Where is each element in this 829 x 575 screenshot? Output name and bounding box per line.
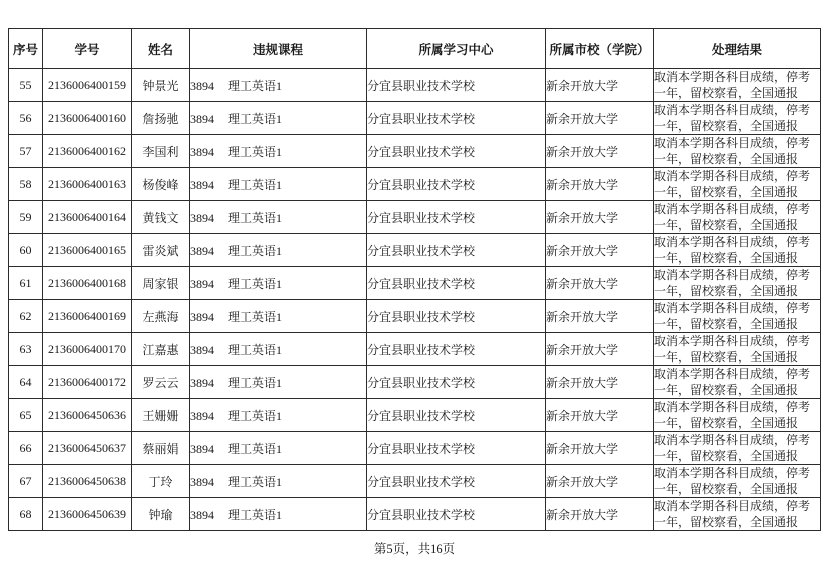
table-row [9, 69, 821, 102]
course-cell [190, 201, 367, 234]
course-cell [190, 300, 367, 333]
result-cell: 取消本学期各科目成绩，停考一年，留校察看，全国通报 [654, 201, 821, 234]
name-cell: 雷炎斌 [132, 234, 190, 267]
learning-center-cell: 分宜县职业技术学校 [367, 135, 546, 168]
course-name: 理工英语1 [228, 78, 283, 93]
course-name: 理工英语1 [228, 210, 283, 225]
seq-cell: 55 [9, 69, 43, 102]
table-row [9, 366, 821, 399]
result-cell: 取消本学期各科目成绩，停考一年，留校察看，全国通报 [654, 300, 821, 333]
course-code: 3894 [190, 474, 214, 489]
course-code: 3894 [190, 177, 214, 192]
course-cell [190, 399, 367, 432]
learning-center-cell: 分宜县职业技术学校 [367, 69, 546, 102]
name-cell: 钟瑜 [132, 498, 190, 531]
col-header-learning-center: 所属学习中心 [367, 29, 546, 69]
course-name: 理工英语1 [228, 111, 283, 126]
course-name: 理工英语1 [228, 375, 283, 390]
name-cell: 李国利 [132, 135, 190, 168]
violation-records-table [8, 28, 821, 531]
result-cell: 取消本学期各科目成绩，停考一年，留校察看，全国通报 [654, 267, 821, 300]
seq-cell: 67 [9, 465, 43, 498]
course-code: 3894 [190, 276, 214, 291]
student-id-cell: 2136006450637 [43, 432, 132, 465]
course-code: 3894 [190, 309, 214, 324]
table-row [9, 498, 821, 531]
student-id-cell: 2136006400169 [43, 300, 132, 333]
learning-center-cell: 分宜县职业技术学校 [367, 399, 546, 432]
city-school-cell: 新余开放大学 [546, 168, 654, 201]
seq-cell: 64 [9, 366, 43, 399]
name-cell: 詹扬驰 [132, 102, 190, 135]
learning-center-cell: 分宜县职业技术学校 [367, 300, 546, 333]
course-code: 3894 [190, 243, 214, 258]
table-row [9, 333, 821, 366]
learning-center-cell: 分宜县职业技术学校 [367, 234, 546, 267]
result-cell: 取消本学期各科目成绩，停考一年，留校察看，全国通报 [654, 102, 821, 135]
col-header-result: 处理结果 [654, 29, 821, 69]
student-id-cell: 2136006400172 [43, 366, 132, 399]
table-row [9, 135, 821, 168]
col-header-course: 违规课程 [190, 29, 367, 69]
city-school-cell: 新余开放大学 [546, 69, 654, 102]
course-code: 3894 [190, 111, 214, 126]
city-school-cell: 新余开放大学 [546, 333, 654, 366]
table-row [9, 432, 821, 465]
course-name: 理工英语1 [228, 441, 283, 456]
city-school-cell: 新余开放大学 [546, 102, 654, 135]
seq-cell: 62 [9, 300, 43, 333]
seq-cell: 56 [9, 102, 43, 135]
table-row [9, 267, 821, 300]
city-school-cell: 新余开放大学 [546, 234, 654, 267]
city-school-cell: 新余开放大学 [546, 135, 654, 168]
course-cell [190, 69, 367, 102]
course-code: 3894 [190, 507, 214, 522]
course-name: 理工英语1 [228, 342, 283, 357]
city-school-cell: 新余开放大学 [546, 465, 654, 498]
seq-cell: 59 [9, 201, 43, 234]
seq-cell: 58 [9, 168, 43, 201]
learning-center-cell: 分宜县职业技术学校 [367, 465, 546, 498]
result-cell: 取消本学期各科目成绩，停考一年，留校察看，全国通报 [654, 135, 821, 168]
course-name: 理工英语1 [228, 276, 283, 291]
course-code: 3894 [190, 408, 214, 423]
course-cell [190, 135, 367, 168]
city-school-cell: 新余开放大学 [546, 201, 654, 234]
seq-cell: 60 [9, 234, 43, 267]
course-name: 理工英语1 [228, 507, 283, 522]
student-id-cell: 2136006450636 [43, 399, 132, 432]
learning-center-cell: 分宜县职业技术学校 [367, 498, 546, 531]
course-name: 理工英语1 [228, 309, 283, 324]
name-cell: 杨俊峰 [132, 168, 190, 201]
course-name: 理工英语1 [228, 177, 283, 192]
course-name: 理工英语1 [228, 243, 283, 258]
table-header-row [9, 29, 821, 69]
seq-cell: 68 [9, 498, 43, 531]
table-row [9, 300, 821, 333]
course-cell [190, 465, 367, 498]
course-code: 3894 [190, 342, 214, 357]
learning-center-cell: 分宜县职业技术学校 [367, 333, 546, 366]
violation-table-body [9, 69, 821, 531]
name-cell: 周家银 [132, 267, 190, 300]
result-cell: 取消本学期各科目成绩，停考一年，留校察看，全国通报 [654, 168, 821, 201]
student-id-cell: 2136006400159 [43, 69, 132, 102]
result-cell: 取消本学期各科目成绩，停考一年，留校察看，全国通报 [654, 465, 821, 498]
course-code: 3894 [190, 78, 214, 93]
result-cell: 取消本学期各科目成绩，停考一年，留校察看，全国通报 [654, 234, 821, 267]
city-school-cell: 新余开放大学 [546, 300, 654, 333]
student-id-cell: 2136006450639 [43, 498, 132, 531]
city-school-cell: 新余开放大学 [546, 366, 654, 399]
student-id-cell: 2136006400160 [43, 102, 132, 135]
table-row [9, 102, 821, 135]
course-cell [190, 432, 367, 465]
table-row [9, 201, 821, 234]
city-school-cell: 新余开放大学 [546, 399, 654, 432]
course-cell [190, 234, 367, 267]
col-header-city-school: 所属市校（学院） [546, 29, 654, 69]
student-id-cell: 2136006450638 [43, 465, 132, 498]
student-id-cell: 2136006400168 [43, 267, 132, 300]
seq-cell: 66 [9, 432, 43, 465]
student-id-cell: 2136006400170 [43, 333, 132, 366]
city-school-cell: 新余开放大学 [546, 498, 654, 531]
result-cell: 取消本学期各科目成绩，停考一年，留校察看，全国通报 [654, 69, 821, 102]
name-cell: 丁玲 [132, 465, 190, 498]
result-cell: 取消本学期各科目成绩，停考一年，留校察看，全国通报 [654, 366, 821, 399]
name-cell: 黄钱文 [132, 201, 190, 234]
course-code: 3894 [190, 375, 214, 390]
course-name: 理工英语1 [228, 144, 283, 159]
course-cell [190, 168, 367, 201]
course-cell [190, 267, 367, 300]
course-code: 3894 [190, 210, 214, 225]
course-code: 3894 [190, 144, 214, 159]
result-cell: 取消本学期各科目成绩，停考一年，留校察看，全国通报 [654, 333, 821, 366]
result-cell: 取消本学期各科目成绩，停考一年，留校察看，全国通报 [654, 399, 821, 432]
city-school-cell: 新余开放大学 [546, 432, 654, 465]
student-id-cell: 2136006400164 [43, 201, 132, 234]
name-cell: 罗云云 [132, 366, 190, 399]
table-row [9, 465, 821, 498]
course-cell [190, 366, 367, 399]
name-cell: 江嘉惠 [132, 333, 190, 366]
table-row [9, 168, 821, 201]
student-id-cell: 2136006400163 [43, 168, 132, 201]
page-number-footer: 第5页，共16页 [373, 542, 456, 556]
col-header-name: 姓名 [132, 29, 190, 69]
course-name: 理工英语1 [228, 408, 283, 423]
col-header-student-id: 学号 [43, 29, 132, 69]
student-id-cell: 2136006400162 [43, 135, 132, 168]
course-name: 理工英语1 [228, 474, 283, 489]
learning-center-cell: 分宜县职业技术学校 [367, 366, 546, 399]
name-cell: 钟景光 [132, 69, 190, 102]
seq-cell: 63 [9, 333, 43, 366]
learning-center-cell: 分宜县职业技术学校 [367, 432, 546, 465]
course-code: 3894 [190, 441, 214, 456]
learning-center-cell: 分宜县职业技术学校 [367, 168, 546, 201]
name-cell: 左燕海 [132, 300, 190, 333]
city-school-cell: 新余开放大学 [546, 267, 654, 300]
result-cell: 取消本学期各科目成绩，停考一年，留校察看，全国通报 [654, 432, 821, 465]
seq-cell: 61 [9, 267, 43, 300]
course-cell [190, 102, 367, 135]
seq-cell: 57 [9, 135, 43, 168]
learning-center-cell: 分宜县职业技术学校 [367, 201, 546, 234]
result-cell: 取消本学期各科目成绩，停考一年，留校察看，全国通报 [654, 498, 821, 531]
col-header-seq: 序号 [9, 29, 43, 69]
table-row [9, 234, 821, 267]
learning-center-cell: 分宜县职业技术学校 [367, 102, 546, 135]
course-cell [190, 498, 367, 531]
name-cell: 蔡丽娟 [132, 432, 190, 465]
table-row [9, 399, 821, 432]
student-id-cell: 2136006400165 [43, 234, 132, 267]
course-cell [190, 333, 367, 366]
learning-center-cell: 分宜县职业技术学校 [367, 267, 546, 300]
seq-cell: 65 [9, 399, 43, 432]
name-cell: 王姗姗 [132, 399, 190, 432]
